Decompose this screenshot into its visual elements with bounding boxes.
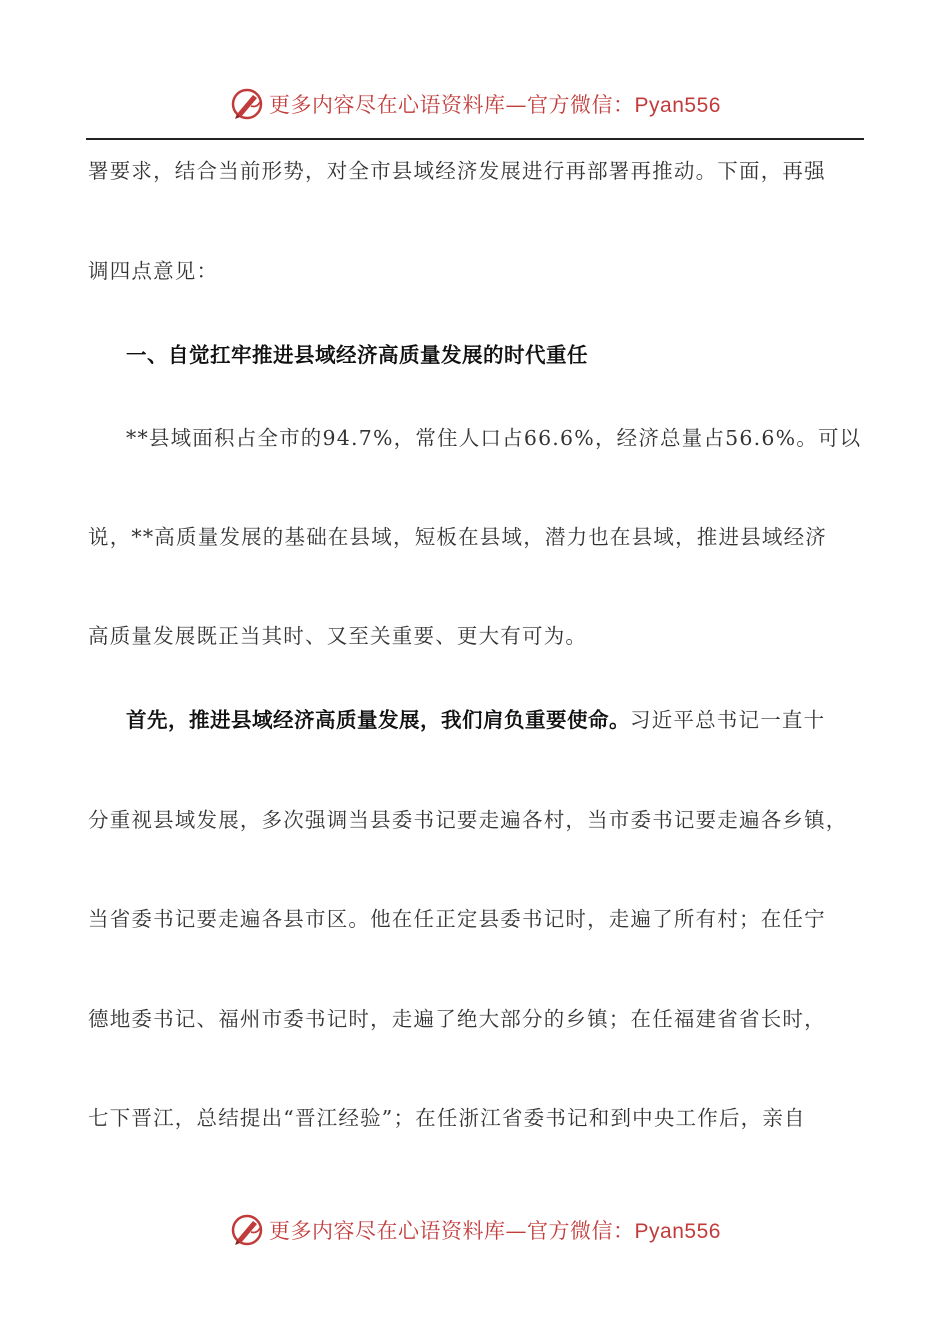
section-heading-1: 一、自觉扛牢推进县域经济高质量发展的时代重任 [126,343,588,367]
pen-circle-logo-icon [229,1212,265,1248]
header-banner [0,84,950,124]
body-line-2: 调四点意见： [88,259,219,283]
para2-lead-bold: 首先，推进县域经济高质量发展，我们肩负重要使命。 [126,708,630,732]
header-banner-label: 官方微信： [527,93,635,117]
para2-line-3: 当省委书记要走遍各县市区。他在任正定县委书记时，走遍了所有村；在任宁 [88,907,826,931]
header-banner-wechat: Pyan556 [634,94,721,117]
footer-banner-label: 官方微信： [527,1219,635,1243]
header-divider [86,138,864,140]
para2-line-2: 分重视县域发展，多次强调当县委书记要走遍各村，当市委书记要走遍各乡镇， [88,808,848,832]
para2-line-1 [126,705,825,735]
footer-banner-dash: — [505,1219,528,1243]
footer-banner-wechat: Pyan556 [634,1220,721,1243]
header-banner-text [269,89,721,119]
pen-circle-logo-icon [229,86,265,122]
para1-line-1: **县域面积占全市的94.7%，常住人口占66.6%，经济总量占56.6%。可以 [126,426,862,450]
header-banner-dash: — [505,93,528,117]
para2-line-4: 德地委书记、福州市委书记时，走遍了绝大部分的乡镇；在任福建省省长时， [88,1007,826,1031]
para1-line-3: 高质量发展既正当其时、又至关重要、更大有可为。 [88,624,588,648]
footer-banner-main: 更多内容尽在心语资料库 [269,1219,506,1243]
header-banner-main: 更多内容尽在心语资料库 [269,93,506,117]
footer-banner [0,1210,950,1250]
para2-lead-rest: 习近平总书记一直十 [630,708,826,732]
footer-banner-text [269,1215,721,1245]
para1-line-2: 说，**高质量发展的基础在县域，短板在县域，潜力也在县域，推进县域经济 [88,525,827,549]
para2-line-5: 七下晋江，总结提出“晋江经验”；在任浙江省委书记和到中央工作后，亲自 [88,1106,806,1130]
body-line-1: 署要求，结合当前形势，对全市县域经济发展进行再部署再推动。下面，再强 [88,159,826,183]
